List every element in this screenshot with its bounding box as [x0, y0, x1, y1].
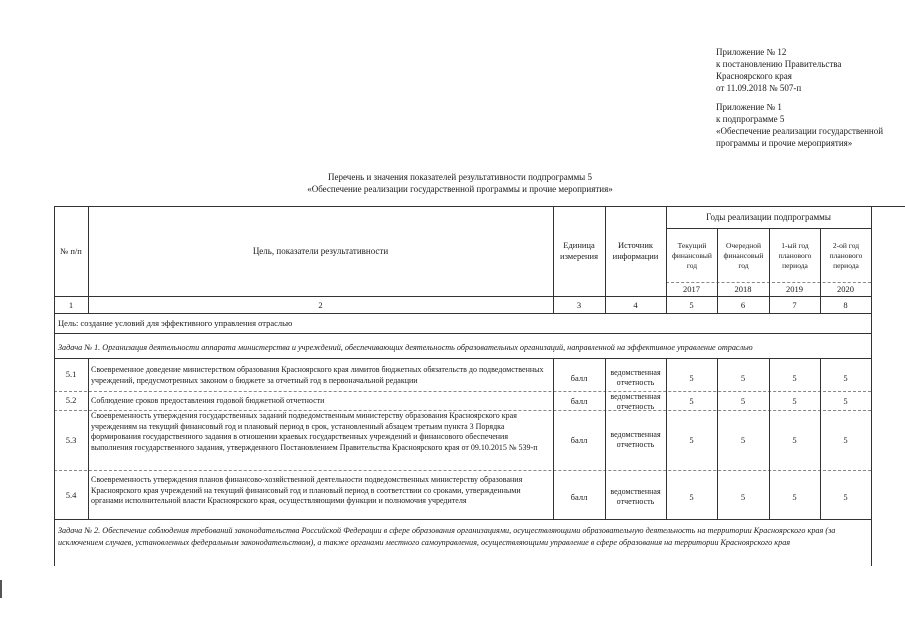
row-unit: балл: [570, 372, 588, 383]
row-text: Своевременное доведение министерством образования Красноярского края лимитов бюджетных обязательств до подведомственных учреждений, предусмотренных законом о бюджете за отчетный год в первоначальной редакции: [91, 365, 544, 385]
goal-row: Цель: создание условий для эффективного управления отраслью: [58, 318, 293, 328]
col-number: 7: [792, 299, 797, 310]
row-num: 5.1: [65, 369, 77, 379]
header-year2-label: Очередной финансовый год: [723, 241, 764, 270]
col-number: 4: [633, 299, 638, 310]
header-years-group: Годы реализации подпрограммы: [706, 211, 831, 222]
header-goal: Цель, показатели результативности: [252, 245, 389, 256]
row-value-2018: 5: [740, 491, 746, 502]
header-year1: 2017: [683, 284, 700, 294]
document-title: [240, 171, 680, 195]
row-value-2020: 5: [843, 491, 848, 502]
annex-1-line: к подпрограмме 5: [716, 114, 785, 124]
annex-12-line: Красноярского края: [716, 71, 792, 81]
row-text: Соблюдение сроков предоставления годовой бюджетной отчетности: [91, 396, 325, 405]
annex-12-line: к постановлению Правительства: [716, 59, 842, 69]
row-unit: балл: [570, 396, 588, 406]
col-number: 3: [576, 299, 582, 310]
row-value-2019: 5: [792, 396, 797, 406]
row-value-2017: 5: [689, 434, 694, 445]
row-unit: балл: [570, 491, 588, 502]
row-value-2017: 5: [689, 372, 694, 383]
row-text: Своевременность утверждения планов финансово-хозяйственной деятельности подведомственных министерству образования Красноярского края учреждений на текущий финансовый год и плановый период в соответствии со сроками, утвержденными органами исполнительной власти Красноярского края, осуществляющими функции и полномочия учредителя: [91, 475, 523, 506]
row-value-2018: 5: [740, 372, 746, 383]
row-num: 5.3: [65, 434, 77, 445]
col-number: 5: [689, 299, 694, 310]
annex-1-line: «Обеспечение реализации государственной программы и прочие мероприятия»: [716, 126, 884, 148]
annex-12-line: от 11.09.2018 № 507-п: [716, 83, 802, 93]
annex-12-block: [716, 46, 841, 94]
row-source: ведомственная отчетность: [610, 392, 661, 411]
title-line: «Обеспечение реализации государственной программы и прочие мероприятия»: [307, 184, 613, 194]
annex-12-line: Приложение № 12: [716, 47, 787, 57]
col-number: 8: [843, 299, 848, 310]
row-num: 5.2: [65, 395, 77, 405]
row-value-2019: 5: [792, 434, 797, 445]
task-1-row: Задача № 1. Организация деятельности аппарата министерства и учреждений, обеспечивающих деятельность образовательных организаций, направленной на эффективное управление отраслью: [58, 343, 753, 352]
row-value-2019: 5: [792, 372, 797, 383]
col-number: 1: [68, 299, 74, 310]
task-2-row: Задача № 2. Обеспечение соблюдения требований законодательства Российской Федерации в сфере образования организациями, осуществляющими образовательную деятельность на территории Красноярского края (за исключением случаев, установленных федеральным законодательством), а также органами местного самоуправления, осуществляющими управление в сфере образования на территории Красноярского края: [58, 526, 836, 547]
col-number: 6: [740, 299, 746, 310]
row-value-2019: 5: [792, 491, 797, 502]
row-source: ведомственная отчетность: [610, 430, 661, 449]
row-value-2017: 5: [689, 396, 694, 406]
col-number: 2: [318, 299, 323, 310]
row-value-2020: 5: [843, 396, 848, 406]
row-value-2018: 5: [740, 434, 746, 445]
header-year1-label: Текущий финансовый год: [672, 241, 712, 270]
row-value-2018: 5: [740, 396, 746, 406]
scan-edge-mark: [0, 580, 2, 598]
annex-1-block: [716, 101, 886, 149]
row-source: ведомственная отчетность: [610, 487, 661, 506]
row-value-2020: 5: [843, 372, 848, 383]
header-year4: 2020: [837, 284, 854, 294]
row-source: ведомственная отчетность: [610, 368, 661, 387]
header-year3-label: 1-ый год планового периода: [778, 241, 812, 270]
header-year3: 2019: [786, 284, 803, 294]
header-year2: 2018: [734, 284, 752, 294]
header-num: № п/п: [60, 245, 82, 256]
annex-1-line: Приложение № 1: [716, 102, 782, 112]
title-line: Перечень и значения показателей результативности подпрограммы 5: [328, 172, 592, 182]
row-value-2017: 5: [689, 491, 694, 502]
row-text: Своевременность утверждения государственных заданий подведомственным министерству образования Красноярского края учреждениям на текущий финансовый год и плановый период в срок, установленный абзацем третьим пункта 3 Порядка формирования государственного задания в отношении краевых государственных учреждений и финансового обеспечения выполнения государственного задания, утвержденного Постановлением Правительства Красноярского края от 09.10.2015 № 539-п: [91, 411, 538, 452]
header-unit: Единица измерения: [560, 240, 598, 261]
row-unit: балл: [570, 434, 588, 445]
header-year4-label: 2-ой год планового периода: [829, 241, 863, 270]
row-value-2020: 5: [843, 434, 848, 445]
header-source: Источник информации: [612, 240, 659, 261]
row-num: 5.4: [65, 490, 77, 500]
